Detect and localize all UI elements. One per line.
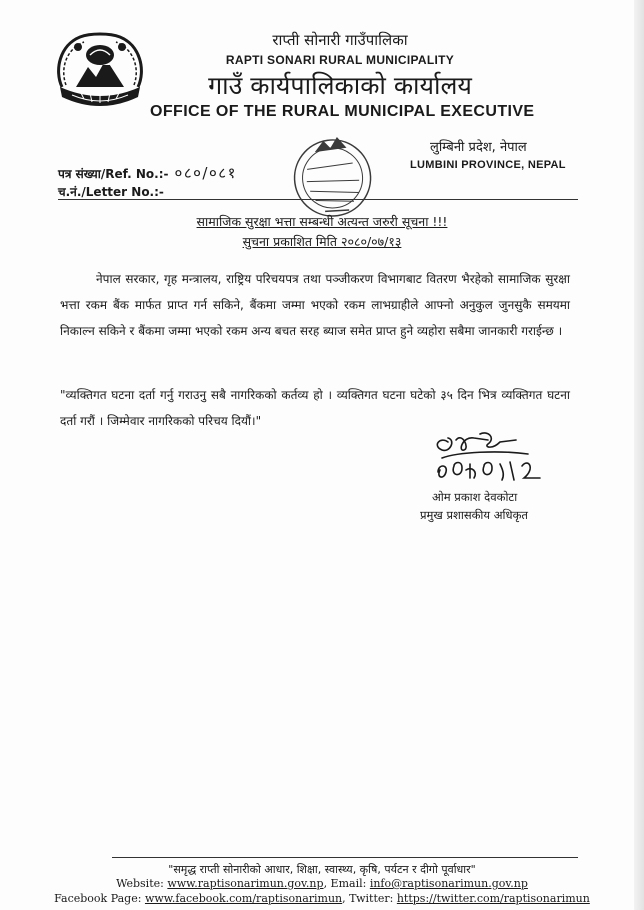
body-paragraph-1: नेपाल सरकार, गृह मन्त्रालय, राष्ट्रिय परिचयपत्र तथा पञ्जीकरण विभागबाट वितरण भैरहेको सामाजिक सुरक्षा भत्ता रकम बैंक मार्फत प्राप्त गर्न सकिने, बैंकमा जम्मा भएको रकम लाभग्राहीले आफ्नो अनुकुल जुनसुकै समयमा निकाल्न सकिने र बैंकमा जम्मा भएको रकम अन्य बचत सरह ब्याज समेत प्राप्त हुने व्यहोरा सबैमा जानकारी गराईन्छ । <box>60 272 570 338</box>
notice-title: सामाजिक सुरक्षा भत्ता सम्बन्धी अत्यन्त जरुरी सूचना !!! <box>196 214 448 229</box>
website-label: Website: <box>116 877 164 890</box>
footer-divider <box>112 857 578 858</box>
twitter-link[interactable]: https://twitter.com/raptisonarimun <box>396 892 590 905</box>
twitter-label: , Twitter: <box>342 892 394 905</box>
email-link[interactable]: info@raptisonarimun.gov.np <box>369 877 528 890</box>
ref-number-value: ०८०/०८१ <box>174 164 237 182</box>
footer-slogan: "समृद्ध राप्ती सोनारीको आधार, शिक्षा, स्वास्थ्य, कृषि, पर्यटन र दीगो पूर्वाधार" <box>168 863 476 876</box>
letter-number <box>58 182 170 200</box>
scan-edge <box>634 0 644 910</box>
nepal-emblem-icon <box>50 25 150 125</box>
website-link[interactable]: www.raptisonarimun.gov.np <box>167 877 324 890</box>
province-en: LUMBINI PROVINCE, NEPAL <box>410 159 566 171</box>
municipality-name-np: राप्ती सोनारी गाउँपालिका <box>272 31 408 49</box>
ref-number <box>58 163 237 183</box>
facebook-link[interactable]: www.facebook.com/raptisonarimun <box>144 892 343 905</box>
footer-social-line <box>0 892 644 905</box>
handwritten-signature-icon <box>418 428 578 488</box>
office-name-en: OFFICE OF THE RURAL MUNICIPAL EXECUTIVE <box>150 103 535 120</box>
footer-contact-line <box>0 877 644 890</box>
ref-number-label: पत्र संख्या/Ref. No.:- <box>58 167 169 181</box>
header-divider <box>58 199 578 200</box>
notice-date: सुचना प्रकाशित मिति २०८०/०७/१३ <box>242 234 402 249</box>
province-np: लुम्बिनी प्रदेश, नेपाल <box>430 140 527 155</box>
office-name-np: गाउँ कार्यपालिकाको कार्यालय <box>208 71 472 100</box>
body-paragraph-2: "व्यक्तिगत घटना दर्ता गर्नु गराउनु सबै नागरिकको कर्तव्य हो । व्यक्तिगत घटना घटेको ३५ दिन भित्र व्यक्तिगत घटना दर्ता गरौं । जिम्मेवार नागरिकको परिचय दियौं।" <box>60 388 570 428</box>
signer-title: प्रमुख प्रशासकीय अधिकृत <box>420 508 528 522</box>
email-label: , Email: <box>323 877 367 890</box>
municipality-name-en: RAPTI SONARI RURAL MUNICIPALITY <box>225 53 455 67</box>
letter-number-label: च.नं./Letter No.:- <box>58 185 164 199</box>
facebook-label: Facebook Page: <box>54 892 142 905</box>
office-stamp-icon <box>284 126 380 222</box>
signer-name: ओम प्रकाश देवकोटा <box>432 490 518 504</box>
